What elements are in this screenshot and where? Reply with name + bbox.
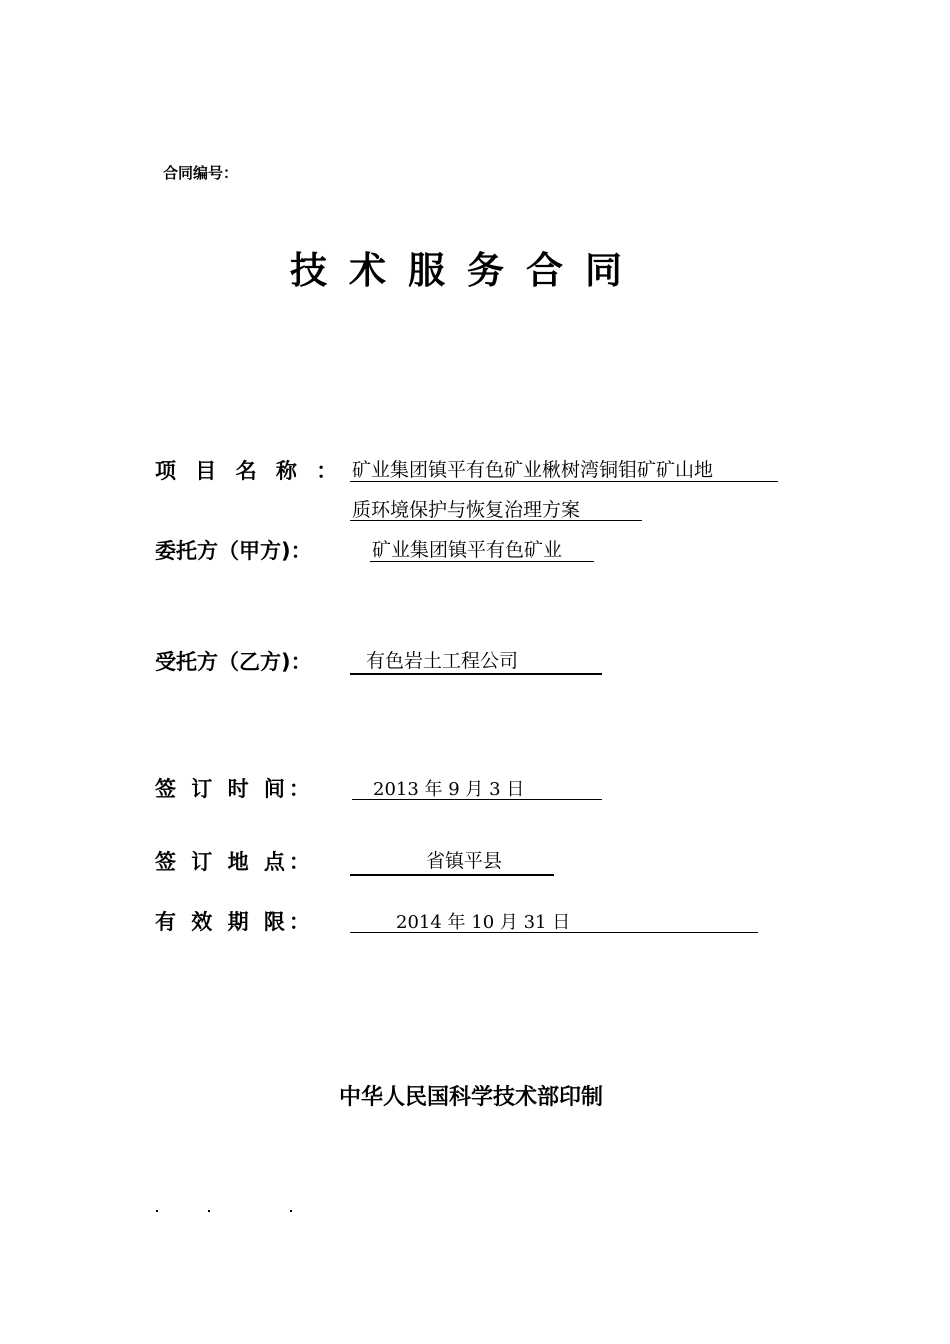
client-underline (370, 561, 594, 562)
project-name-value-line1: 矿业集团镇平有色矿业楸树湾铜钼矿矿山地 (352, 459, 714, 481)
client-label: 委托方（甲方)： (155, 539, 312, 563)
project-name-underline-1 (350, 481, 778, 482)
sign-place-value: 省镇平县 (426, 850, 503, 872)
project-name-value-line2: 质环境保护与恢复治理方案 (352, 499, 581, 521)
contractor-label: 受托方（乙方)： (155, 650, 312, 674)
sign-date-label: 签 订 时 间： (155, 777, 314, 801)
contractor-underline (350, 673, 602, 675)
validity-value: 2014 年 10 月 31 日 (396, 912, 571, 933)
page-mark-dot (208, 1210, 210, 1212)
document-title: 技术服务合同 (290, 248, 644, 292)
sign-date-underline (352, 799, 602, 800)
issuing-organization: 中华人民国科学技术部印制 (339, 1085, 604, 1110)
client-value: 矿业集团镇平有色矿业 (372, 539, 563, 561)
project-name-underline-2 (350, 520, 642, 521)
page-mark-dot (290, 1210, 292, 1212)
project-name-label: 项 目 名 称 ： (155, 459, 344, 483)
contract-number-label: 合同编号： (163, 164, 239, 182)
validity-label: 有 效 期 限： (155, 910, 314, 934)
sign-date-value: 2013 年 9 月 3 日 (373, 779, 525, 800)
sign-place-underline (350, 874, 554, 876)
validity-underline (350, 932, 758, 933)
contractor-value: 有色岩土工程公司 (366, 650, 519, 672)
page-mark-dot (156, 1210, 158, 1212)
sign-place-label: 签 订 地 点： (155, 850, 314, 874)
